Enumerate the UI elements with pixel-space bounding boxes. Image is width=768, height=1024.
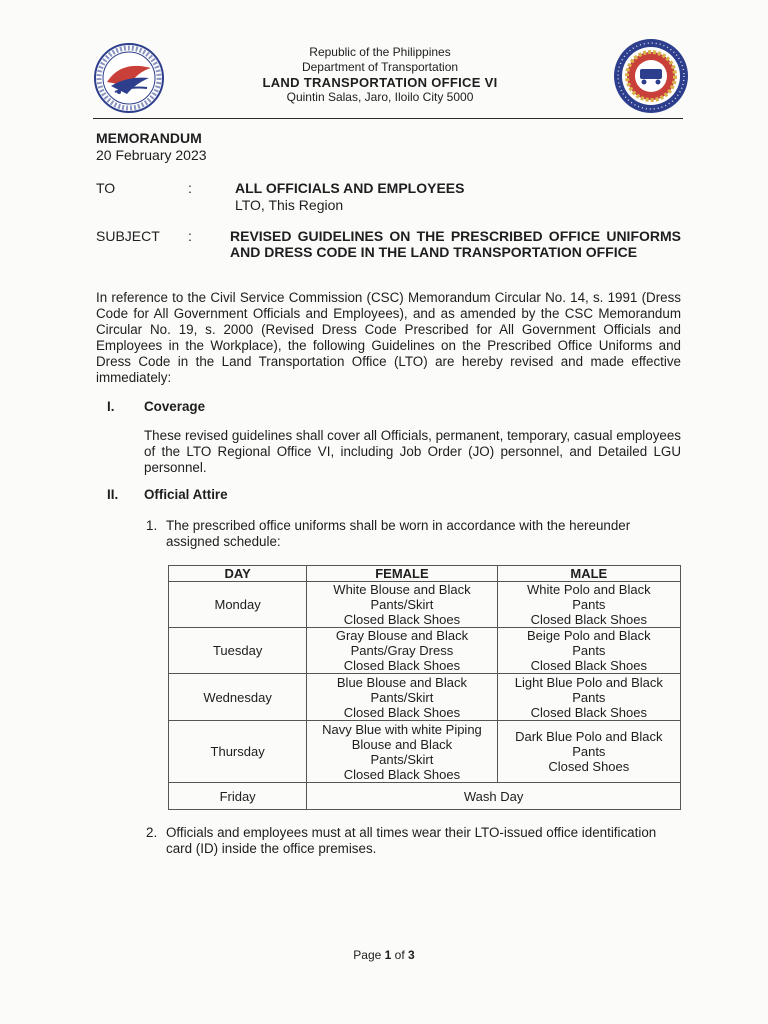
- letterhead-office: LAND TRANSPORTATION OFFICE VI: [262, 75, 498, 90]
- subject-label: SUBJECT: [96, 228, 160, 244]
- to-value: [235, 180, 464, 214]
- female-cell: [307, 674, 497, 721]
- header-female: FEMALE: [307, 566, 497, 582]
- to-label: TO: [96, 180, 116, 196]
- male-line: Beige Polo and Black: [527, 628, 651, 643]
- table-header-row: [169, 566, 681, 582]
- male-line: Closed Black Shoes: [530, 658, 647, 673]
- section-1-title: Coverage: [144, 399, 206, 414]
- memo-heading: [96, 130, 207, 164]
- item-1-number: 1.: [146, 518, 158, 533]
- male-line: Dark Blue Polo and Black: [515, 729, 663, 744]
- male-cell: [497, 628, 680, 674]
- male-line: Closed Black Shoes: [530, 704, 647, 720]
- intro-paragraph: In reference to the Civil Service Commission (CSC) Memorandum Circular No. 14, s. 1991 (Dress Code for All Government Officials and Employees), and as amended by the CSC Memorandum Circular No. 19, s. 2000 (Revised Dress Code Prescribed for All Government Officials and Employees in the Workplace), the following Guidelines on the Prescribed Office Uniforms and Dress Code in the Land Transportation Office (LTO) are hereby revised and made effective immediately:: [96, 290, 681, 385]
- header-male: MALE: [497, 566, 680, 582]
- lto-seal-icon: [613, 38, 689, 114]
- female-line: White Blouse and Black: [333, 582, 471, 597]
- header-day: DAY: [169, 566, 307, 582]
- memo-label: MEMORANDUM: [96, 130, 202, 146]
- item-2-text: Officials and employees must at all times wear their LTO-issued office identification card (ID) inside the office premises.: [166, 825, 657, 856]
- female-cell: [307, 628, 497, 674]
- letterhead: [200, 45, 560, 105]
- memo-date: 20 February 2023: [96, 147, 207, 163]
- male-line: Pants: [572, 643, 606, 658]
- male-line: Pants: [572, 744, 606, 759]
- female-line: Pants/Skirt: [370, 689, 434, 705]
- table-row: [169, 721, 681, 783]
- letterhead-republic: Republic of the Philippines: [309, 45, 451, 59]
- letterhead-department: Department of Transportation: [301, 60, 459, 74]
- female-cell: [307, 582, 497, 628]
- male-line: Light Blue Polo and Black: [514, 674, 663, 690]
- day-cell: Thursday: [169, 721, 307, 783]
- page-prefix: Page: [353, 948, 382, 962]
- to-recipients: ALL OFFICIALS AND EMPLOYEES: [235, 180, 465, 196]
- male-cell: [497, 674, 680, 721]
- female-line: Gray Blouse and Black: [335, 628, 469, 643]
- page-footer: [0, 948, 768, 962]
- female-line: Closed Black Shoes: [343, 704, 461, 720]
- letterhead-divider: [93, 118, 683, 119]
- table-row: [169, 628, 681, 674]
- male-line: Closed Shoes: [548, 759, 630, 774]
- male-cell: [497, 721, 680, 783]
- wash-day-cell: Wash Day: [307, 783, 681, 810]
- subject-text: REVISED GUIDELINES ON THE PRESCRIBED OFFICE UNIFORMS AND DRESS CODE IN THE LAND TRANSPORTATION OFFICE: [230, 228, 681, 260]
- day-cell: Friday: [169, 783, 307, 810]
- male-line: Pants: [572, 689, 606, 705]
- female-line: Navy Blue with white Piping: [322, 721, 482, 737]
- male-cell: [497, 582, 680, 628]
- page-of: of: [394, 948, 405, 962]
- section-1-body: These revised guidelines shall cover all Officials, permanent, temporary, casual employees of the LTO Regional Office VI, including Job Order (JO) personnel, and Detailed LGU personnel.: [144, 428, 681, 475]
- section-2-number: II.: [107, 487, 119, 502]
- female-line: Blouse and Black: [351, 736, 453, 752]
- subject-colon: :: [188, 228, 192, 244]
- table-row: [169, 674, 681, 721]
- day-cell: Wednesday: [169, 674, 307, 721]
- female-line: Pants/Skirt: [370, 751, 434, 767]
- female-line: Closed Black Shoes: [343, 766, 461, 782]
- to-location: LTO, This Region: [235, 197, 344, 213]
- dotr-seal-icon: [93, 42, 165, 114]
- uniform-schedule-table: [168, 565, 681, 810]
- female-line: Blue Blouse and Black: [336, 674, 467, 690]
- section-2-title: Official Attire: [144, 487, 228, 502]
- female-cell: [307, 721, 497, 783]
- item-2-number: 2.: [146, 825, 158, 840]
- section-1-number: I.: [107, 399, 115, 414]
- male-line: Closed Black Shoes: [530, 612, 647, 627]
- item-1-text: The prescribed office uniforms shall be worn in accordance with the hereunder assigned schedule:: [166, 518, 631, 549]
- male-line: Pants: [572, 597, 606, 612]
- page-number: 1: [384, 948, 392, 962]
- to-colon: :: [188, 180, 192, 196]
- day-cell: Tuesday: [169, 628, 307, 674]
- female-line: Pants/Gray Dress: [350, 643, 454, 658]
- table-row-friday: [169, 783, 681, 810]
- table-row: [169, 582, 681, 628]
- female-line: Closed Black Shoes: [343, 612, 461, 627]
- letterhead-address: Quintin Salas, Jaro, Iloilo City 5000: [286, 90, 474, 104]
- day-cell: Monday: [169, 582, 307, 628]
- female-line: Closed Black Shoes: [343, 658, 461, 673]
- male-line: White Polo and Black: [527, 582, 651, 597]
- female-line: Pants/Skirt: [370, 597, 434, 612]
- page-total: 3: [408, 948, 415, 962]
